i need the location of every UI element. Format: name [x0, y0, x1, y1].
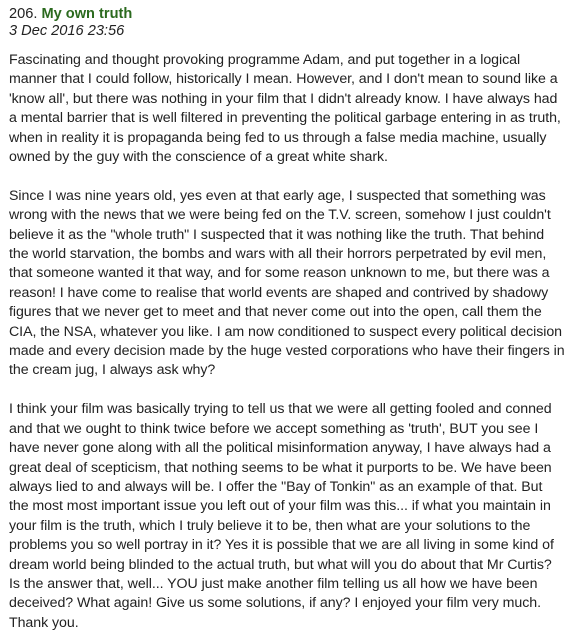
comment-body: [9, 51, 565, 633]
comment-number: 206.: [9, 6, 38, 22]
comment-author-link[interactable]: My own truth: [41, 6, 133, 22]
comment-paragraph: I think your film was basically trying to tell us that we were all getting fooled and conned and that we ought to think twice before we accept something as 'truth', BUT you see I have never gone along with all the political misinformation anyway, I have always had a great deal of scepticism, that nothing seems to be what it purports to be. We have been always lied to and always will be. I offer the "Bay of Tonkin" as an example of that. But the most most important issue you left out of your film was this... if what you maintain in your film is the truth, which I truly believe it to be, then what are your solutions to the problems you so well portray in it? Yes it is possible that we are all living in some kind of dream world being blinded to the actual truth, but what will you do about that Mr Curtis? Is the answer that, well... YOU just make another film telling us all how we have been deceived? What again! Give us some solutions, if any? I enjoyed your film very much. Thank you.: [9, 401, 554, 631]
comment-paragraph: Fascinating and thought provoking programme Adam, and put together in a logical manner that I could follow, historically I mean. However, and I don't mean to sound like a 'know all', but there was nothing in your film that I didn't already know. I have always had a mental barrier that is well filtered in preventing the political garbage entering in as truth, when in reality it is propaganda being fed to us through a false media machine, usually owned by the guy with the conscience of a great white shark.: [9, 52, 561, 166]
comment-timestamp: 3 Dec 2016 23:56: [9, 23, 125, 39]
comment-header: [9, 6, 565, 23]
comment-paragraph: Since I was nine years old, yes even at that early age, I suspected that something was wrong with the news that we were being fed on the T.V. screen, somehow I just couldn't believe it as the "whole truth" I suspected that it was nothing like the truth. That behind the world starvation, the bombs and wars with all their horrors perpetrated by evil men, that someone wanted it that way, and for some reason unknown to me, but there was a reason! I have come to realise that world events are shaped and contrived by shadowy figures that we never get to meet and that never come out into the open, call them the CIA, the NSA, whatever you like. I am now conditioned to suspect every political decision made and every decision made by the huge vested corporations who have their fingers in the cream jug, I always ask why?: [9, 187, 565, 379]
